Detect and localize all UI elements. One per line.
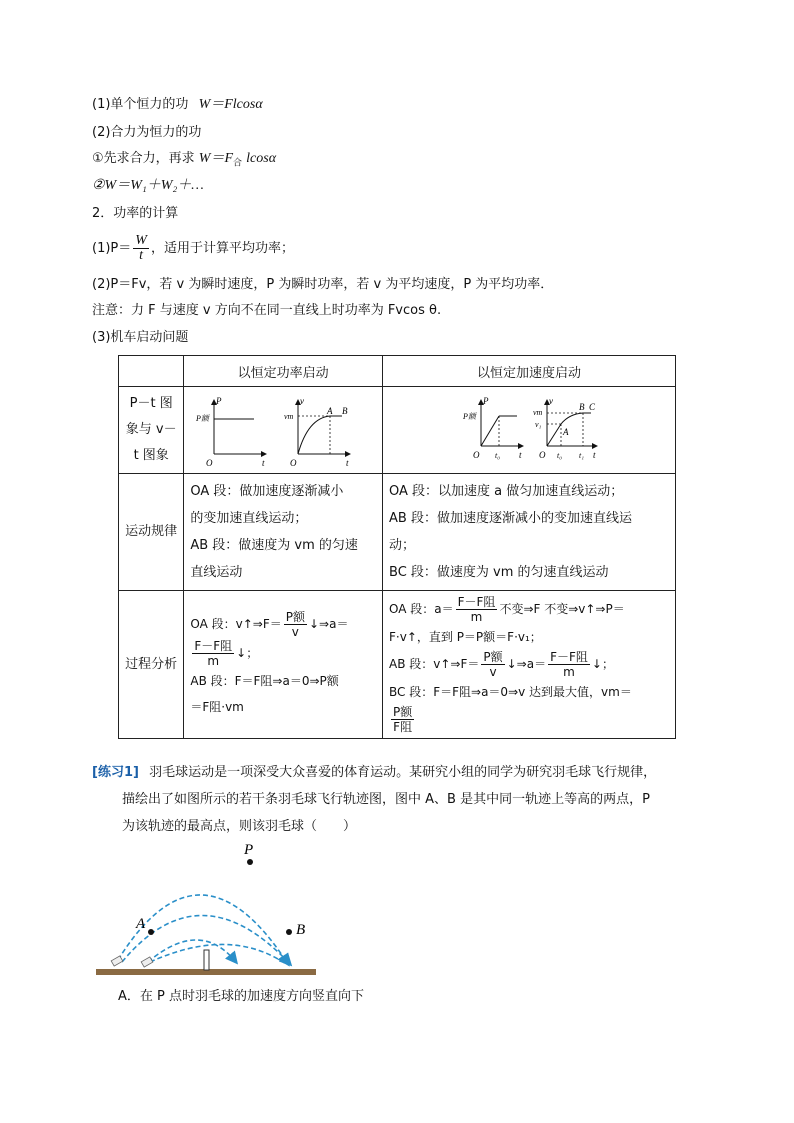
text: 的变加速直线运动； — [190, 511, 308, 526]
text: AB 段：做加速度逐渐减小的变加速直线运 — [389, 511, 632, 526]
label-vm-2: vm — [533, 408, 543, 417]
text: AB 段：做速度为 vm 的匀速 — [190, 538, 358, 553]
label-Pe-2: P额 — [463, 412, 476, 421]
text: OA 段：a＝ — [389, 602, 454, 616]
label-B-2: B — [579, 402, 585, 412]
badminton-figure — [90, 838, 330, 978]
text: AB 段：F＝F阻⇒a＝0⇒P额 — [190, 673, 339, 688]
header-constant-accel: 以恒定加速度启动 — [383, 356, 676, 387]
line-step2: ②W＝W₁＋W₂＋… — [92, 178, 204, 193]
label-A: A — [327, 406, 333, 416]
subscript: 合 — [233, 158, 243, 169]
fraction — [548, 650, 590, 679]
row-graph-head: P－t 图象与 v－t 图象 — [119, 387, 184, 474]
label-t: t — [262, 458, 265, 468]
motion-left — [184, 474, 383, 591]
text: ↓； — [236, 645, 259, 660]
denominator: m — [470, 610, 483, 624]
denominator: F阻 — [393, 720, 413, 734]
label-O-2: O — [290, 458, 297, 468]
fraction — [284, 610, 307, 639]
text: 动； — [389, 538, 416, 553]
text: AB 段：v↑⇒F＝ — [389, 657, 480, 671]
label-v-2: v — [549, 396, 553, 406]
section-power: 2．功率的计算 — [92, 206, 179, 221]
row-motion-head: 运动规律 — [119, 474, 184, 591]
process-left — [184, 591, 383, 739]
text: ↓⇒a＝ — [308, 616, 349, 631]
denominator: v — [489, 665, 497, 679]
line-step1 — [92, 149, 276, 174]
text: OA 段：做加速度逐渐减小 — [190, 484, 344, 499]
label-t-2: t — [346, 458, 349, 468]
v-curve-2 — [561, 413, 591, 424]
text: 直线运动 — [190, 565, 243, 580]
formula: W＝F — [198, 151, 234, 166]
numerator: F－F阻 — [457, 595, 496, 609]
label-B: B — [342, 406, 348, 416]
v-ramp — [547, 424, 561, 446]
text: ↓； — [591, 657, 614, 671]
numerator: F－F阻 — [194, 638, 233, 653]
label-v: v — [300, 396, 305, 406]
denominator: m — [563, 665, 575, 679]
proc-left-a2 — [190, 639, 376, 668]
formula-tail: lcosα — [246, 151, 277, 166]
shuttlecock-icon — [141, 957, 153, 967]
numerator: W — [135, 233, 147, 248]
label-t-4: t — [593, 450, 596, 460]
denominator: m — [207, 653, 220, 668]
label-t1: t₁ — [579, 451, 585, 460]
label-A-fig: A — [136, 916, 146, 932]
line-net-force — [92, 123, 201, 143]
net-post — [204, 950, 209, 970]
shuttlecock-icon — [111, 956, 123, 966]
process-right — [383, 591, 676, 739]
proc-left-a1 — [190, 610, 376, 639]
fraction — [456, 595, 498, 624]
v-curve — [298, 416, 342, 454]
numerator: F－F阻 — [550, 650, 588, 664]
label-C: C — [589, 402, 596, 412]
trajectory-low — [148, 940, 236, 962]
graphs-constant-accel — [383, 390, 675, 470]
text: BC 段：F＝F阻⇒a＝0⇒v 达到最大值，vm＝ — [389, 685, 632, 699]
text: (1)单个恒力的功 — [92, 97, 189, 112]
text: 羽毛球运动是一项深受大众喜爱的体育运动。某研究小组的同学为研究羽毛球飞行规律， — [149, 765, 657, 780]
line-locomotive: (3)机车启动问题 — [92, 330, 189, 345]
label-A-2: A — [563, 427, 569, 437]
text: OA 段：以加速度 a 做匀加速直线运动； — [389, 484, 624, 499]
label-O: O — [206, 458, 213, 468]
point-A — [148, 929, 154, 935]
label-P: P — [216, 396, 222, 406]
label-vm: vm — [284, 412, 294, 421]
text: ，适用于计算平均功率； — [150, 241, 294, 256]
line-inst-power: (2)P＝Fv，若 v 为瞬时速度，P 为瞬时功率，若 v 为平均速度，P 为平均功率． — [92, 277, 554, 292]
corner-cell — [119, 356, 184, 387]
exercise-tag: [练习1] — [92, 765, 139, 780]
point-P — [247, 859, 253, 865]
text: 不变⇒F 不变⇒v↑⇒P＝ — [499, 602, 625, 616]
line-work-constant-force — [92, 95, 263, 115]
fraction — [133, 234, 149, 263]
label-v1: v₁ — [535, 420, 542, 429]
label-O-3: O — [473, 450, 480, 460]
text: BC 段：做速度为 vm 的匀速直线运动 — [389, 565, 609, 580]
row-process-head: 过程分析 — [119, 591, 184, 739]
proc-right-b1 — [389, 650, 669, 679]
text: (1)P＝ — [92, 241, 132, 256]
point-B — [286, 929, 292, 935]
label-P-fig: P — [244, 842, 254, 858]
motion-right — [383, 474, 676, 591]
text: (2)合力为恒力的功 — [92, 125, 202, 140]
fraction — [481, 650, 504, 679]
line-note: 注意：力 F 与速度 v 方向不在同一直线上时功率为 Fvcos θ. — [92, 303, 442, 318]
locomotive-table — [118, 355, 676, 739]
exercise-line2: 描绘出了如图所示的若干条羽毛球飞行轨迹图，图中 A、B 是其中同一轨迹上等高的两点，P — [122, 792, 650, 807]
graph-cell-accel — [383, 387, 676, 474]
exercise-line1 — [92, 763, 656, 783]
formula: W＝Flcosα — [198, 97, 263, 112]
option-a: A．在 P 点时羽毛球的加速度方向竖直向下 — [118, 989, 364, 1004]
proc-right-c2 — [389, 705, 669, 734]
label-t0-2: t₀ — [557, 451, 563, 460]
proc-right-a1 — [389, 595, 669, 624]
text: ↓⇒a＝ — [506, 657, 547, 671]
label-t0: t₀ — [495, 451, 501, 460]
numerator: P额 — [483, 650, 503, 664]
text: ＝F阻·vm — [190, 699, 244, 714]
p-ramp — [481, 416, 499, 446]
label-O-4: O — [539, 450, 546, 460]
text: OA 段：v↑⇒F＝ — [190, 616, 282, 631]
numerator: P额 — [393, 705, 413, 719]
header-constant-power: 以恒定功率启动 — [184, 356, 383, 387]
graphs-constant-power — [184, 390, 372, 470]
label-B-fig: B — [296, 922, 306, 938]
label-t-3: t — [519, 450, 522, 460]
text: F·v↑，直到 P＝P额＝F·v₁； — [389, 630, 542, 644]
exercise-line3: 为该轨迹的最高点，则该羽毛球（ ） — [122, 819, 357, 834]
graph-cell-power — [184, 387, 383, 474]
numerator: P额 — [285, 609, 305, 624]
label-Pe: P额 — [196, 414, 210, 423]
text: ①先求合力，再求 — [92, 151, 195, 166]
fraction — [391, 705, 414, 734]
denominator: v — [291, 624, 299, 639]
fraction — [192, 639, 234, 668]
label-P-2: P — [483, 396, 489, 406]
denominator: t — [139, 248, 144, 263]
line-avg-power — [92, 232, 294, 266]
